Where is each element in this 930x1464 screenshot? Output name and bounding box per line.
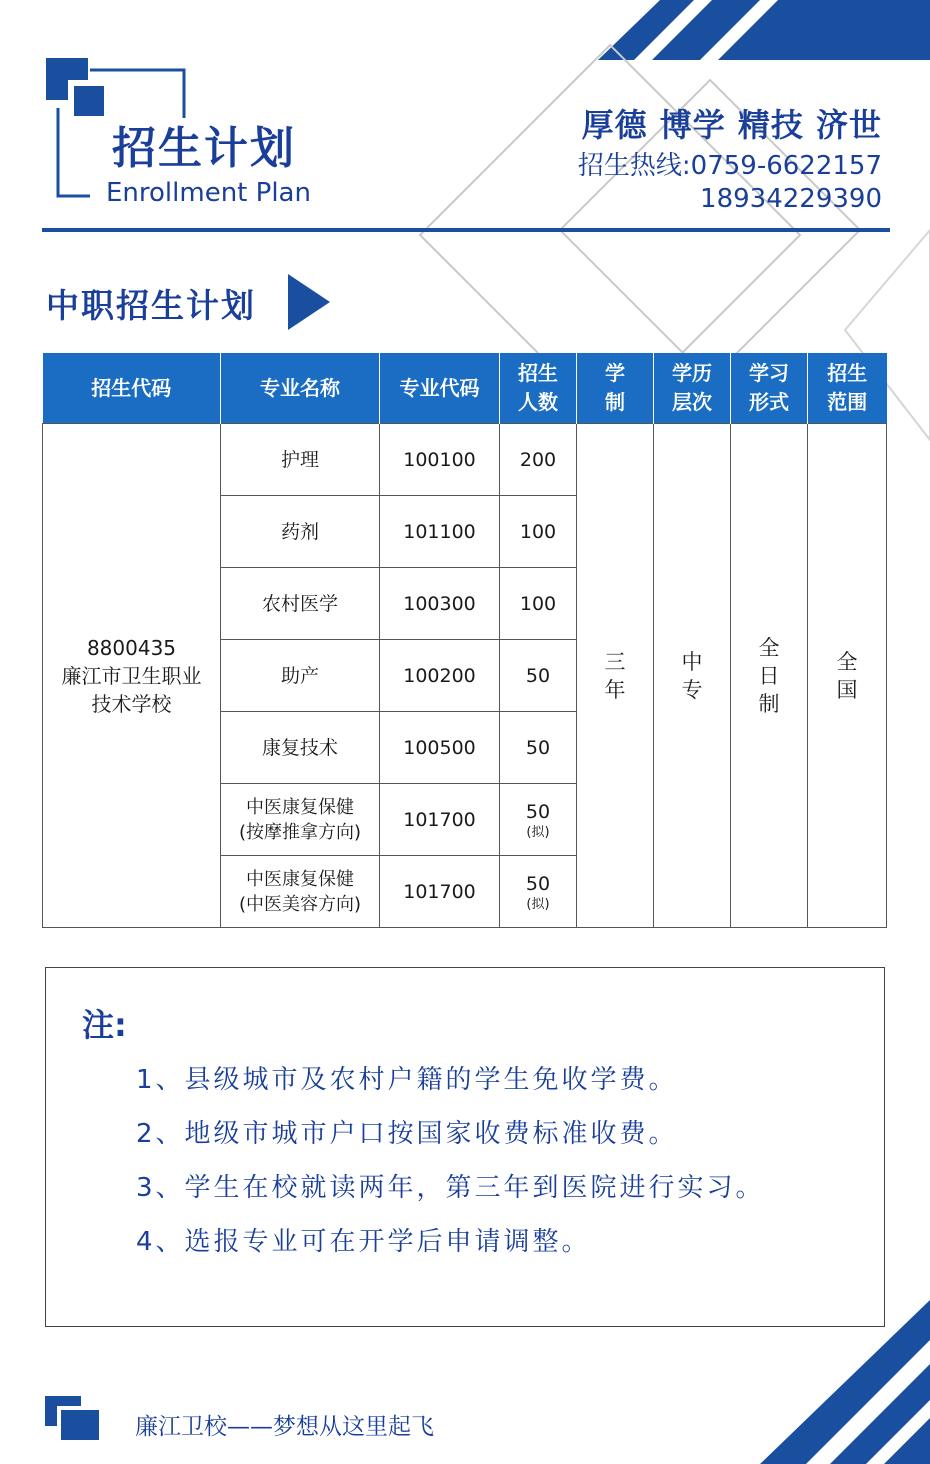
- header-major: 专业名称: [221, 353, 380, 424]
- table-header-row: [43, 353, 887, 424]
- scope-value: 全国: [836, 649, 858, 702]
- count-cell: [500, 640, 577, 712]
- major-cell: 康复技术: [221, 712, 380, 784]
- major-direction: (按摩推拿方向): [238, 821, 362, 843]
- major-cell: [221, 856, 380, 928]
- section-title: 中职招生计划: [46, 286, 256, 325]
- notes-title: 注:: [82, 1006, 127, 1044]
- major-direction: (中医美容方向): [238, 893, 362, 915]
- count-value: 200: [519, 448, 557, 471]
- duration-value: 三年: [604, 649, 626, 702]
- major-code-cell: 101100: [380, 496, 500, 568]
- notes-list: [136, 1062, 765, 1278]
- scope-cell: [808, 424, 887, 928]
- header-code: 招生代码: [43, 353, 221, 424]
- header-count: 招生 人数: [500, 353, 577, 424]
- count-cell: [500, 856, 577, 928]
- major-cell: 农村医学: [221, 568, 380, 640]
- duration-cell: [577, 424, 654, 928]
- play-arrow-icon: [288, 274, 330, 330]
- major-cell: 助产: [221, 640, 380, 712]
- note-item: 3、学生在校就读两年，第三年到医院进行实习。: [136, 1173, 765, 1203]
- major-name: 中医康复保健: [246, 796, 354, 818]
- major-cell: 药剂: [221, 496, 380, 568]
- count-value: 50: [525, 800, 551, 823]
- count-value: 100: [519, 520, 557, 543]
- count-cell: [500, 568, 577, 640]
- level-value: 中专: [681, 649, 703, 702]
- header-study-form: 学习 形式: [731, 353, 808, 424]
- count-note: (拟): [526, 896, 550, 912]
- hotline: [578, 150, 882, 216]
- count-cell: [500, 712, 577, 784]
- level-cell: [654, 424, 731, 928]
- notes-box: [45, 967, 885, 1327]
- header-level: 学历 层次: [654, 353, 731, 424]
- footer-slogan: 廉江卫校——梦想从这里起飞: [135, 1414, 434, 1440]
- major-code-cell: 100300: [380, 568, 500, 640]
- count-value: 50: [525, 872, 551, 895]
- study-form-value: 全日制: [758, 635, 780, 716]
- note-item: 1、县级城市及农村户籍的学生免收学费。: [136, 1065, 678, 1095]
- major-cell: [221, 784, 380, 856]
- note-item: 2、地级市城市户口按国家收费标准收费。: [136, 1119, 678, 1149]
- major-code-cell: 100500: [380, 712, 500, 784]
- major-code-cell: 100100: [380, 424, 500, 496]
- major-code-cell: 101700: [380, 784, 500, 856]
- table-row: [43, 424, 887, 496]
- count-value: 50: [525, 736, 551, 759]
- major-code-cell: 100200: [380, 640, 500, 712]
- major-name: 中医康复保健: [246, 868, 354, 890]
- header-major-code: 专业代码: [380, 353, 500, 424]
- count-cell: [500, 784, 577, 856]
- school-motto: 厚德 博学 精技 济世: [581, 106, 882, 144]
- note-item: 4、选报专业可在开学后申请调整。: [136, 1227, 591, 1257]
- header-duration: 学 制: [577, 353, 654, 424]
- school-name: 廉江市卫生职业技术学校: [61, 663, 202, 716]
- count-cell: [500, 496, 577, 568]
- major-code-cell: 101700: [380, 856, 500, 928]
- school-cell: [43, 424, 221, 928]
- study-form-cell: [731, 424, 808, 928]
- header-divider: [42, 228, 890, 232]
- page-title-english: Enrollment Plan: [106, 178, 311, 208]
- enrollment-table: [42, 353, 887, 928]
- header-scope: 招生 范围: [808, 353, 887, 424]
- count-value: 100: [519, 592, 557, 615]
- hotline-mobile: 18934229390: [700, 184, 882, 214]
- count-cell: [500, 424, 577, 496]
- count-note: (拟): [526, 824, 550, 840]
- hotline-phone: 招生热线:0759-6622157: [577, 151, 882, 181]
- school-code: 8800435: [86, 635, 177, 660]
- count-value: 50: [525, 664, 551, 687]
- major-cell: 护理: [221, 424, 380, 496]
- page-title: 招生计划: [112, 123, 296, 174]
- footer-squares-icon: [45, 1396, 99, 1440]
